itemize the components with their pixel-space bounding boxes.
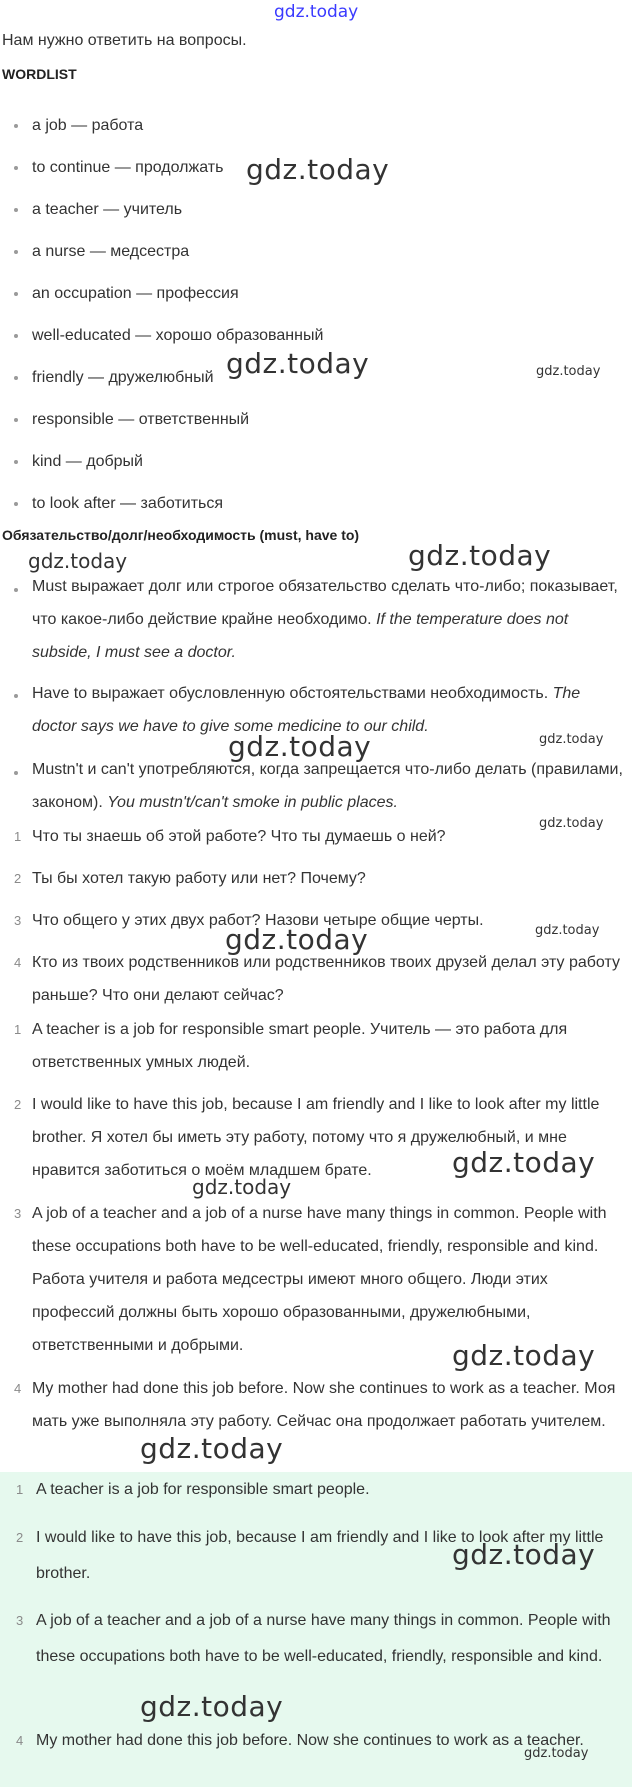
- grammar-title: Обязательство/долг/необходимость (must, have to): [2, 527, 360, 543]
- watermark: gdz.today: [524, 1746, 589, 1761]
- wordlist-item-text: well-educated — хорошо образованный: [32, 327, 324, 344]
- watermark: gdz.today: [452, 1339, 596, 1372]
- bullet-dot: [14, 588, 18, 592]
- final-answer-3: A job of a teacher and a job of a nurse have many things in common. People with these occupations both have to be well-educated, friendly, responsible and kind.: [36, 1612, 611, 1665]
- watermark: gdz.today: [535, 923, 600, 938]
- watermark: gdz.today: [28, 549, 128, 573]
- watermark: gdz.today: [246, 153, 390, 186]
- watermark: gdz.today: [539, 816, 604, 831]
- watermark: gdz.today: [452, 1538, 596, 1571]
- watermark-top: gdz.today: [274, 2, 359, 22]
- final-answer-4: My mother had done this job before. Now she continues to work as a teacher.: [36, 1732, 584, 1749]
- bullet-dot: [14, 771, 18, 775]
- question-4: Кто из твоих родственников или родственников твоих друзей делал эту работу раньше? Что они делают сейчас?: [32, 954, 620, 1004]
- answer-4: My mother had done this job before. Now she continues to work as a teacher. Моя мать уже выполняла эту работу. Сейчас она продолжает работать учителем.: [32, 1380, 616, 1430]
- final-answer-1: A teacher is a job for responsible smart people.: [36, 1481, 370, 1498]
- grammar-example: You mustn't/can't smoke in public places.: [107, 794, 398, 811]
- watermark: gdz.today: [226, 347, 370, 380]
- final-answer-number: 2: [16, 1530, 24, 1545]
- wordlist-item-text: to continue — продолжать: [32, 159, 224, 176]
- question-number: 1: [14, 829, 22, 844]
- grammar-text: Must выражает долг или строгое обязательство сделать что-либо; показывает, что какое-либо действие крайне необходимо.: [32, 578, 618, 628]
- wordlist-title: WORDLIST: [2, 66, 77, 82]
- grammar-example: The doctor says we have to give some medicine to our child.: [32, 685, 581, 735]
- watermark: gdz.today: [408, 539, 552, 572]
- watermark: gdz.today: [452, 1146, 596, 1179]
- question-number: 2: [14, 871, 22, 886]
- final-answer-number: 1: [16, 1482, 24, 1497]
- wordlist-item-text: an occupation — профессия: [32, 285, 239, 302]
- wordlist-item-text: a teacher — учитель: [32, 201, 183, 218]
- answer-number: 1: [14, 1022, 22, 1037]
- grammar-example: If the temperature does not subside, I must see a doctor.: [32, 611, 569, 661]
- final-answer-number: 3: [16, 1613, 24, 1628]
- watermark: gdz.today: [536, 364, 601, 379]
- watermark: gdz.today: [140, 1690, 284, 1723]
- question-3: Что общего у этих двух работ? Назови четыре общие черты.: [32, 912, 484, 929]
- answer-number: 3: [14, 1206, 22, 1221]
- answer-1: A teacher is a job for responsible smart people. Учитель — это работа для ответственных умных людей.: [32, 1021, 568, 1071]
- answer-3: A job of a teacher and a job of a nurse have many things in common. People with these occupations both have to be well-educated, friendly, responsible and kind. Работа учителя и работа медсестры имеют много общего. Люди этих профессий должны быть хорошо образованными, дружелюбными, ответственными и добрыми.: [32, 1205, 607, 1354]
- wordlist-item-text: responsible — ответственный: [32, 411, 250, 428]
- question-number: 3: [14, 913, 22, 928]
- final-answer-2: I would like to have this job, because I am friendly and I like to look after my little brother.: [36, 1529, 604, 1582]
- wordlist-item-text: friendly — дружелюбный: [32, 369, 214, 386]
- intro-text: Нам нужно ответить на вопросы.: [2, 32, 247, 49]
- wordlist-item-text: a nurse — медсестра: [32, 243, 190, 260]
- wordlist-item-text: kind — добрый: [32, 453, 143, 470]
- watermark: gdz.today: [228, 730, 372, 763]
- answer-2: I would like to have this job, because I am friendly and I like to look after my little brother. Я хотел бы иметь эту работу, потому что я дружелюбный, и мне нравится заботиться о моём младшем брате.: [32, 1096, 600, 1179]
- answer-number: 4: [14, 1381, 22, 1396]
- question-1: Что ты знаешь об этой работе? Что ты думаешь о ней?: [32, 828, 446, 845]
- watermark: gdz.today: [140, 1432, 284, 1465]
- wordlist-item-text: to look after — заботиться: [32, 495, 224, 512]
- watermark: gdz.today: [225, 923, 369, 956]
- watermark: gdz.today: [539, 732, 604, 747]
- question-2: Ты бы хотел такую работу или нет? Почему?: [32, 870, 366, 887]
- answer-number: 2: [14, 1097, 22, 1112]
- watermark: gdz.today: [192, 1175, 292, 1199]
- grammar-text: Mustn't и can't употребляются, когда запрещается что-либо делать (правилами, законом).: [32, 761, 623, 811]
- bullet-dot: [14, 694, 18, 698]
- wordlist-item-text: a job — работа: [32, 117, 144, 134]
- grammar-text: Have to выражает обусловленную обстоятельствами необходимость.: [32, 685, 553, 702]
- grammar-item-must: [32, 570, 628, 669]
- question-number: 4: [14, 955, 22, 970]
- final-answer-number: 4: [16, 1733, 24, 1748]
